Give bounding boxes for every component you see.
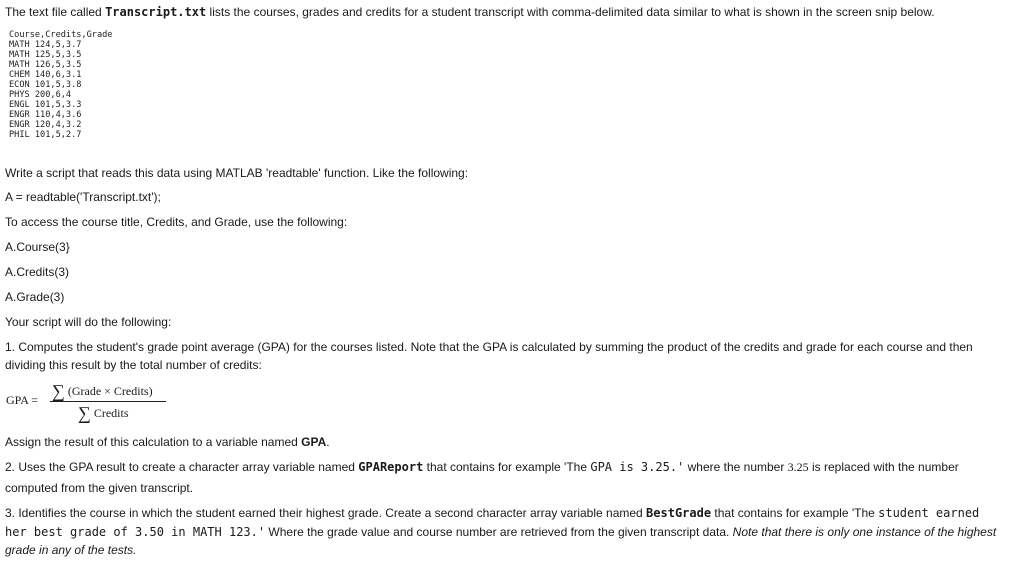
transcript-line: MATH 126,5,3.5 [9,60,82,70]
item-1: 1. Computes the student's grade point average (GPA) for the courses listed. Note that the GPA is calculated by summing the product of the credits and grade for each course and then dividing this result by the total number of credits: [5,340,973,372]
transcript-snip [9,30,112,140]
item2-post: is replaced with the number [808,460,959,474]
item-3 [5,506,979,521]
gpareport-var: GPAReport [358,460,424,474]
transcript-line: CHEM 140,6,3.1 [9,70,82,80]
transcript-line: PHIL 101,5,2.7 [9,130,82,140]
numerator-text: (Grade × Credits) [67,384,153,398]
bestgrade-var: BestGrade [646,506,712,520]
transcript-line: ENGR 110,4,3.6 [9,110,82,120]
item2-mid2: where the number [684,460,788,474]
sigma-symbol: ∑ [52,381,65,401]
formula-numerator [52,381,153,402]
readtable-line: A = readtable('Transcript.txt'); [5,190,161,204]
item2-code: GPA is 3.25.' [590,460,685,474]
filename: Transcript.txt [105,5,207,19]
formula-lhs: GPA = [6,393,39,407]
intro-post: lists the courses, grades and credits for a student transcript with comma-delimited data similar to what is shown in the screen snip below. [206,5,935,19]
sigma-symbol: ∑ [78,403,91,423]
item2-mid: that contains for example 'The [423,460,591,474]
item-2-line2: computed from the given transcript. [5,481,194,495]
item3-note: Note that there is only one instance of the highest grade in any of the tests. [5,525,997,557]
transcript-line: PHYS 200,6,4 [9,90,72,100]
transcript-line: ENGL 101,5,3.3 [9,100,82,110]
transcript-line: ENGR 120,4,3.2 [9,120,82,130]
transcript-line: ECON 101,5,3.8 [9,80,82,90]
access-course: A.Course(3} [5,240,70,254]
item3-code1: student earned [878,506,980,520]
denominator-text: Credits [93,406,129,420]
access-text: To access the course title, Credits, and Grade, use the following: [5,215,348,229]
transcript-line: Course,Credits,Grade [9,30,113,40]
item2-pre: 2. Uses the GPA result to create a character array variable named [5,460,359,474]
item3-mid2: Where the grade value and course number are retrieved from the given transcript data. [265,525,733,539]
gpa-var: GPA [301,435,327,449]
transcript-line: MATH 125,5,3.5 [9,50,82,60]
intro-pre: The text file called [5,5,106,19]
fraction-bar [50,401,166,402]
access-credits: A.Credits(3) [5,265,70,279]
write-script-text: Write a script that reads this data using MATLAB 'readtable' function. Like the following: [5,166,469,180]
item2-number: 3.25 [787,460,809,474]
assign-post: . [326,435,330,449]
item3-mid: that contains for example 'The [711,506,879,520]
assign-text [5,435,330,450]
item3-pre: 3. Identifies the course in which the student earned their highest grade. Create a second character array variable named [5,506,647,520]
script-will-text: Your script will do the following: [5,315,172,329]
transcript-line: MATH 124,5,3.7 [9,40,82,50]
item-2 [5,460,959,475]
formula-denominator [78,403,129,424]
gpa-formula [6,380,176,424]
access-grade: A.Grade(3) [5,290,65,304]
item3-code2: her best grade of 3.50 in MATH 123.' [5,525,266,539]
assign-pre: Assign the result of this calculation to a variable named [5,435,302,449]
item-3-line2 [5,523,1017,559]
intro-text [5,5,935,20]
